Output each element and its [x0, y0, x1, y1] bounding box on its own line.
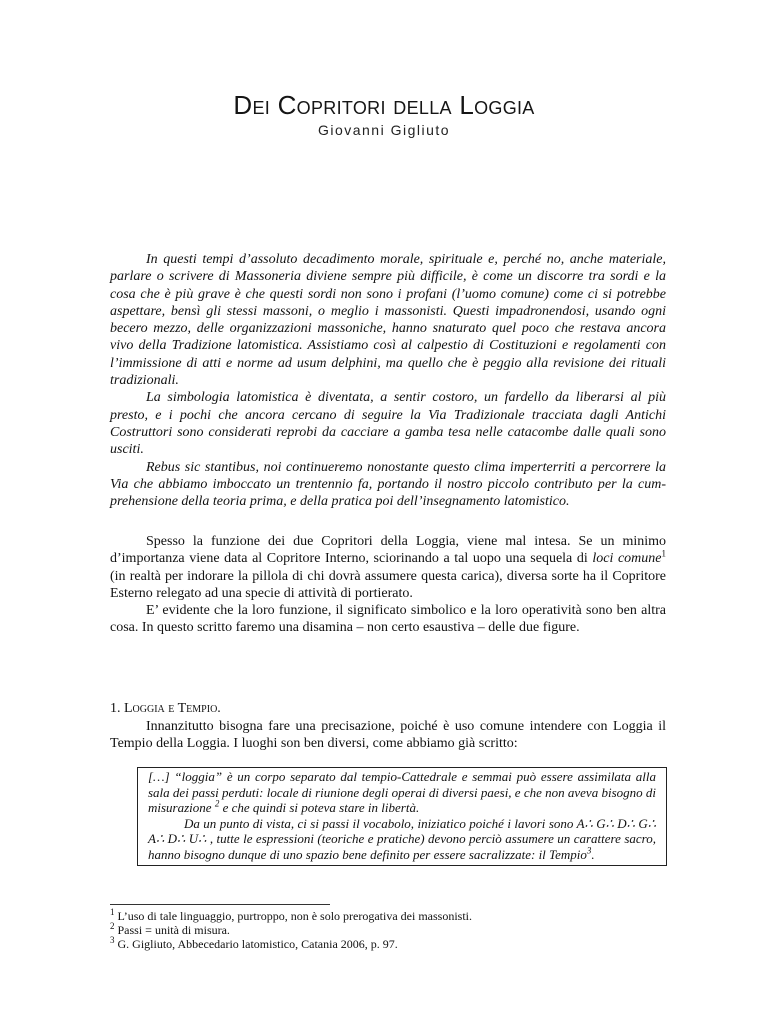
quote-paragraph-2 — [148, 816, 656, 863]
author-name: Giovanni Gigliuto — [317, 122, 451, 138]
footnote-number: 1 — [110, 907, 115, 917]
copritori-paragraph-1 — [110, 533, 666, 602]
footnote-divider — [110, 904, 330, 905]
footnote-text: L’uso di tale linguaggio, purtroppo, non è solo prerogativa dei massonisti. — [117, 909, 473, 923]
copritori-section — [110, 533, 666, 637]
copritori-paragraph-1-text: Spesso la funzione dei due Copritori della Loggia, viene mal intesa. Se un minimo d’importanza viene data al Copritore Interno, sciorinando a tal uopo una sequela di — [110, 534, 666, 567]
copritori-paragraph-1-tail: (in realtà per indorare la pillola di chi dovrà assumere questa carica), diversa sorte ha il Copritore Esterno relegato ad una specie di attività di portierato. — [110, 568, 666, 601]
footnote-number: 2 — [110, 921, 115, 931]
loggia-section — [110, 718, 666, 753]
quotation-box — [137, 767, 667, 866]
footnote-1 — [110, 909, 666, 923]
footnote-text: Passi = unità di misura. — [117, 923, 230, 937]
quote-paragraph-2-text: Da un punto di vista, ci si passi il vocabolo, iniziatico poiché i lavori sono A∴ G∴ D∴ G∴ A∴ D∴ U∴ , tutte le espressioni (teoriche e pratiche) devono perciò assumere un carattere sacro, hanno bisogno dunque di uno spazio bene definito per essere sacralizzate: il Tempio — [148, 815, 656, 862]
footnote-text: G. Gigliuto, Abbecedario latomistico, Catania 2006, p. 97. — [117, 937, 398, 951]
quote-paragraph-1 — [148, 769, 656, 816]
loci-comune-term: loci comune — [592, 551, 662, 567]
footnotes — [110, 909, 666, 951]
loggia-paragraph-1: Innanzitutto bisogna fare una precisazione, poiché è uso comune intendere con Loggia il Tempio della Loggia. I luoghi son ben diversi, come abbiamo già scritto: — [110, 719, 666, 752]
intro-paragraph-3: Rebus sic stantibus, noi continueremo nonostante questo clima imperterriti a percorrere la Via che abbiamo imboccato un trentennio fa, portando il nostro piccolo contributo per la cum-prehensione della teoria prima, e della pratica poi dell’insegnamento latomistico. — [110, 459, 666, 510]
quote-paragraph-1-text: […] “loggia” è un corpo separato dal tempio-Cattedrale e semmai può essere assimilata alla sala dei passi perduti: locale di riunione degli operai di diversi paesi, e che non aveva bisogno di misurazione — [148, 769, 656, 815]
copritori-paragraph-2: E’ evidente che la loro funzione, il significato simbolico e la loro operatività sono ben altra cosa. In questo scritto faremo una disamina – non certo esaustiva – delle due figure. — [110, 603, 666, 636]
section-heading-loggia-tempio: 1. Loggia e Tempio. — [110, 701, 221, 716]
footnote-2 — [110, 923, 666, 937]
footnote-number: 3 — [110, 935, 115, 945]
quote-paragraph-1-tail: e che quindi si poteva stare in libertà. — [219, 800, 420, 815]
intro-paragraph-2: La simbologia latomistica è diventata, a sentir costoro, un fardello da liberarsi al più presto, e i pochi che ancora cercano di seguire la Via Tradizionale tracciata dagli Antichi Costruttori sono considerati reprobi da cacciare a gamba tesa nelle catacombe dalle quali sono usciti. — [110, 390, 666, 458]
document-title: Dei Copritori della Loggia — [233, 90, 535, 120]
footnote-3 — [110, 937, 666, 951]
footnote-ref-3: 3 — [586, 845, 592, 856]
footnote-ref-1: 1 — [661, 548, 666, 559]
intro-section — [110, 251, 666, 510]
intro-paragraph-1: In questi tempi d’assoluto decadimento morale, spirituale e, perché no, anche materiale, parlare o scrivere di Massoneria diviene sempre più difficile, è come un discorre tra sordi e la cosa che è più grave è che questi sordi non sono i profani (l’uomo comune) come ci si potrebbe aspettare, bensì gli stessi massoni, o meglio i massonisti. Questi impadronendosi, usando ogni becero mezzo, delle organizzazioni massoniche, hanno snaturato quel poco che restava ancora vivo della Tradizione latomistica. Assistiamo così al calpestio di Costituzioni e regolamenti con l’immissione di atti e norme ad usum delphini, ma quello che è peggio alla revisione dei rituali tradizionali. — [110, 252, 666, 389]
footnote-ref-2: 2 — [214, 798, 220, 809]
quote-paragraph-2-tail: . — [591, 846, 595, 862]
